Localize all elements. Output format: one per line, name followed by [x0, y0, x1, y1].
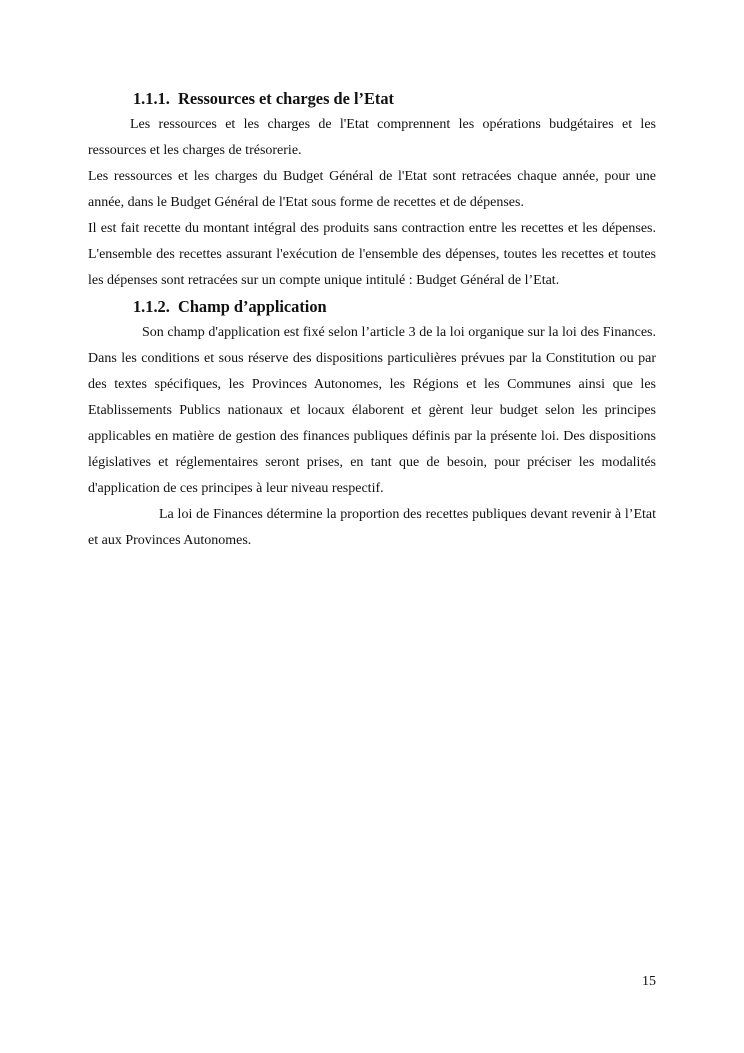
section-number: 1.1.1. — [133, 89, 170, 108]
paragraph: Il est fait recette du montant intégral des produits sans contraction entre les recettes et les dépenses. L'ensemble des recettes assurant l'exécution de l'ensemble des dépenses, toutes les recettes et toutes les dépenses sont retracées sur un compte unique intitulé : Budget Général de l’Etat. — [88, 221, 656, 288]
section-title: Champ d’application — [178, 297, 327, 316]
section-heading-1 — [88, 86, 656, 112]
page-content — [88, 86, 656, 554]
paragraph: La loi de Finances détermine la proportion des recettes publiques devant revenir à l’Etat et aux Provinces Autonomes. — [88, 507, 656, 548]
section-heading-2 — [88, 294, 656, 320]
paragraph: Son champ d'application est fixé selon l’article 3 de la loi organique sur la loi des Finances. Dans les conditions et sous réserve des dispositions particulières prévues par la Constitution ou par des textes spécifiques, les Provinces Autonomes, les Régions et les Communes ainsi que les Etablissements Publics nationaux et locaux élaborent et gèrent leur budget selon les principes applicables en matière de gestion des finances publiques définis par la présente loi. Des dispositions législatives et réglementaires seront prises, en tant que de besoin, pour préciser les modalités d'application de ces principes à leur niveau respectif. — [88, 325, 656, 496]
page-number: 15 — [642, 974, 656, 989]
section-title: Ressources et charges de l’Etat — [178, 89, 394, 108]
paragraph: Les ressources et les charges de l'Etat comprennent les opérations budgétaires et les ressources et les charges de trésorerie. — [88, 117, 656, 158]
paragraph: Les ressources et les charges du Budget Général de l'Etat sont retracées chaque année, pour une année, dans le Budget Général de l'Etat sous forme de recettes et de dépenses. — [88, 169, 656, 210]
section-number: 1.1.2. — [133, 297, 170, 316]
